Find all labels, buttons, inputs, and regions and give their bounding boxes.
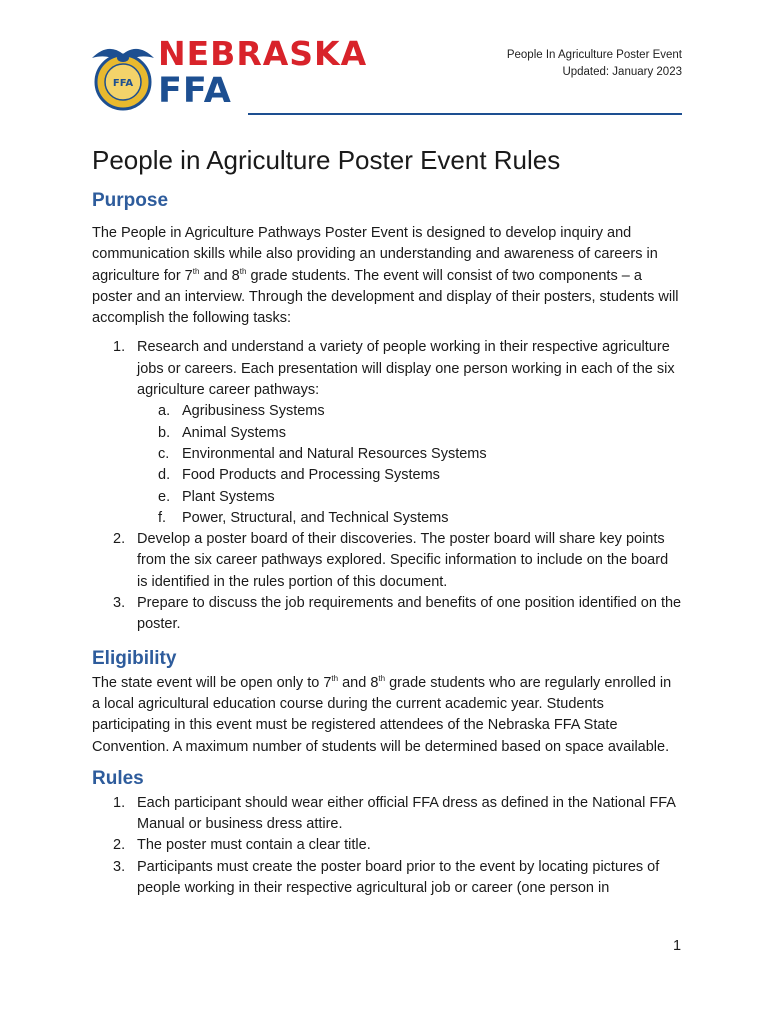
document-body	[92, 142, 682, 899]
eligibility-paragraph: The state event will be open only to 7th and 8th grade students who are regularly enrolled in a local agricultural education course during the current academic year. Students participating in this event must be registered attendees of the Nebraska FFA State Convention. A maximum number of students will be determined based on space available.	[92, 673, 672, 755]
emblem-text: FFA	[112, 78, 134, 89]
task-item: 3. Prepare to discuss the job requirements and benefits of one position identified on the poster.	[113, 595, 682, 633]
page-header	[90, 36, 682, 116]
header-rule	[248, 113, 682, 115]
brand-name-line1: NEBRASKA	[158, 34, 368, 73]
header-info	[507, 47, 682, 81]
purpose-paragraph: The People in Agriculture Pathways Poster Event is designed to develop inquiry and communication skills while also providing an understanding and awareness of careers in agriculture for 7th and 8th grade students. The event will consist of two components – a poster and an interview. Through the development and display of their posters, students will accomplish the following tasks:	[92, 225, 679, 327]
rules-list	[92, 793, 682, 899]
pathway-item: c. Environmental and Natural Resources Systems	[158, 445, 487, 462]
pathway-list	[137, 401, 682, 529]
rules-heading: Rules	[92, 767, 144, 789]
rule-item: 3. Participants must create the poster board prior to the event by locating pictures of people working in their respective agricultural job or career (one person in	[113, 858, 660, 897]
ffa-emblem-icon	[90, 38, 156, 112]
purpose-heading: Purpose	[92, 190, 169, 211]
page-title: People in Agriculture Poster Event Rules	[92, 145, 561, 175]
updated-date: Updated: January 2023	[562, 66, 682, 78]
rule-item: 2. The poster must contain a clear title.	[113, 837, 371, 854]
pathway-item: d. Food Products and Processing Systems	[158, 467, 440, 484]
pathway-item: e. Plant Systems	[158, 488, 275, 505]
pathway-item: b. Animal Systems	[158, 424, 286, 441]
eligibility-heading: Eligibility	[92, 647, 177, 669]
pathway-item: f. Power, Structural, and Technical Systems	[158, 509, 449, 526]
task-list	[92, 337, 682, 635]
page-number: 1	[673, 938, 682, 954]
task-item: 2. Develop a poster board of their discoveries. The poster board will share key points from the six career pathways explored. Specific information to include on the board is identified in the rules portion of this document.	[113, 531, 669, 590]
doc-name: People In Agriculture Poster Event	[506, 49, 682, 61]
task-item: 1. Research and understand a variety of people working in their respective agriculture jobs or careers. Each presentation will display one person working in each of the six agriculture career pathways: a. Agribusiness Systems b. Animal Systems c. Environmental and Natural Resources Systems d. Food Products and Processing Systems e. Plant Systems f. Power, Structural, and Technical Systems	[92, 337, 682, 529]
pathway-item: a. Agribusiness Systems	[158, 403, 325, 420]
brand-name-line2: FFA	[158, 71, 232, 111]
rule-item: 1. Each participant should wear either official FFA dress as defined in the National FFA Manual or business dress attire.	[113, 794, 676, 833]
